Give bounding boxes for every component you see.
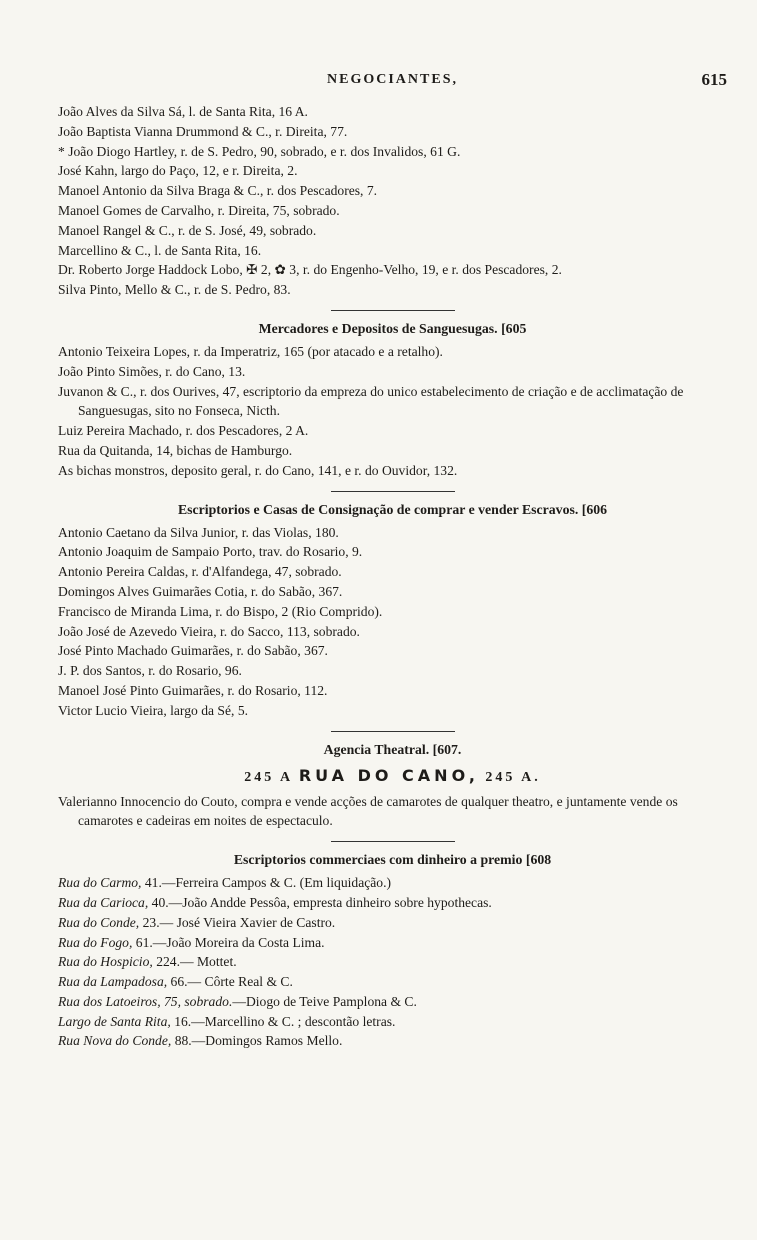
- directory-page: [0, 72, 757, 1240]
- entry-detail: —Diogo de Teive Pamplona & C.: [232, 993, 417, 1009]
- banner-number-left: 245 A: [244, 769, 293, 785]
- section-divider: [331, 731, 455, 732]
- list-item: [58, 913, 727, 933]
- street-name: Rua do Conde,: [58, 914, 140, 930]
- list-item: J. P. dos Santos, r. do Rosario, 96.: [58, 663, 242, 679]
- street-name: Rua do Hospicio,: [58, 954, 153, 970]
- list-item: João José de Azevedo Vieira, r. do Sacco, 113, sobrado.: [58, 623, 360, 639]
- entry-detail: 16.—Marcellino & C. ; descontão letras.: [174, 1013, 396, 1029]
- list-item: Manoel Rangel & C., r. de S. José, 49, sobrado.: [58, 222, 317, 238]
- leech-list: [58, 342, 727, 481]
- street-name: Rua do Fogo,: [58, 934, 133, 950]
- list-item: * João Diogo Hartley, r. de S. Pedro, 90, sobrado, e r. dos Invalidos, 61 G.: [58, 143, 461, 159]
- street-name: Rua do Carmo,: [58, 875, 142, 891]
- list-item: [58, 1031, 727, 1051]
- list-item: José Kahn, largo do Paço, 12, e r. Direita, 2.: [58, 163, 298, 179]
- running-title: NEGOCIANTES,: [327, 72, 458, 87]
- list-item: Juvanon & C., r. dos Ourives, 47, escriptorio da empreza do unico estabelecimento de criação e de acclimatação de Sanguesugas, sito no Fonseca, Nicth.: [58, 383, 684, 419]
- section-heading-theatre: Agencia Theatral. [607.: [323, 741, 462, 757]
- list-item: Manoel Antonio da Silva Braga & C., r. dos Pescadores, 7.: [58, 183, 378, 199]
- entry-detail: 40.—João Andde Pessôa, empresta dinheiro sobre hypothecas.: [151, 894, 492, 910]
- consignment-list: [58, 523, 727, 721]
- list-item: José Pinto Machado Guimarães, r. do Sabão, 367.: [58, 643, 328, 659]
- list-item: [58, 1012, 727, 1032]
- list-item: [58, 972, 727, 992]
- list-item: As bichas monstros, deposito geral, r. do Cano, 141, e r. do Ouvidor, 132.: [58, 462, 458, 478]
- list-item: Antonio Pereira Caldas, r. d'Alfandega, 47, sobrado.: [58, 564, 342, 580]
- section-divider: [331, 841, 455, 842]
- list-item: Silva Pinto, Mello & C., r. de S. Pedro, 83.: [58, 282, 291, 298]
- list-item: Manoel Gomes de Carvalho, r. Direita, 75, sobrado.: [58, 202, 340, 218]
- list-item: [58, 873, 727, 893]
- list-item: Antonio Teixeira Lopes, r. da Imperatriz, 165 (por atacado e a retalho).: [58, 343, 443, 359]
- list-item: Dr. Roberto Jorge Haddock Lobo, ✠ 2, ✿ 3, r. do Engenho-Velho, 19, e r. dos Pescadores, 2.: [58, 262, 562, 278]
- list-item: [58, 952, 727, 972]
- entry-detail: 224.— Mottet.: [156, 954, 237, 970]
- entry-detail: 61.—João Moreira da Costa Lima.: [135, 934, 325, 950]
- entry-detail: 23.— José Vieira Xavier de Castro.: [142, 914, 336, 930]
- section-divider: [331, 491, 455, 492]
- list-item: [58, 893, 727, 913]
- section-heading-leeches: Mercadores e Depositos de Sanguesugas. [605: [258, 320, 527, 336]
- entry-detail: 41.—Ferreira Campos & C. (Em liquidação.): [144, 875, 392, 891]
- theatre-address-banner: [58, 764, 727, 790]
- list-item: Domingos Alves Guimarães Cotia, r. do Sabão, 367.: [58, 583, 343, 599]
- list-item: Francisco de Miranda Lima, r. do Bispo, 2 (Rio Comprido).: [58, 603, 383, 619]
- list-item: Luiz Pereira Machado, r. dos Pescadores, 2 A.: [58, 423, 309, 439]
- list-item: Victor Lucio Vieira, largo da Sé, 5.: [58, 702, 249, 718]
- section-heading-slaves: Escriptorios e Casas de Consignação de comprar e vender Escravos. [606: [177, 501, 608, 517]
- list-item: Antonio Joaquim de Sampaio Porto, trav. do Rosario, 9.: [58, 544, 363, 560]
- entry-detail: 66.— Côrte Real & C.: [170, 974, 293, 990]
- street-name: Rua Nova do Conde,: [58, 1033, 172, 1049]
- list-item: João Pinto Simões, r. do Cano, 13.: [58, 363, 246, 379]
- list-item: João Baptista Vianna Drummond & C., r. Direita, 77.: [58, 123, 348, 139]
- list-item: João Alves da Silva Sá, l. de Santa Rita, 16 A.: [58, 104, 308, 119]
- list-item: [58, 933, 727, 953]
- section-divider: [331, 310, 455, 311]
- commercial-list: [58, 873, 727, 1051]
- banner-number-right: 245 A.: [485, 769, 541, 785]
- street-name: Rua da Carioca,: [58, 894, 149, 910]
- running-head: [58, 72, 727, 102]
- street-name: Largo de Santa Rita,: [58, 1013, 171, 1029]
- banner-street: RUA DO CANO,: [298, 765, 479, 785]
- merchant-list: [58, 102, 727, 300]
- list-item: Marcellino & C., l. de Santa Rita, 16.: [58, 242, 262, 258]
- street-name: Rua dos Latoeiros, 75, sobrado.: [58, 993, 233, 1009]
- street-name: Rua da Lampadosa,: [58, 974, 168, 990]
- list-item: Rua da Quitanda, 14, bichas de Hamburgo.: [58, 442, 293, 458]
- page-number: 615: [701, 70, 727, 89]
- list-item: [58, 992, 727, 1012]
- entry-detail: 88.—Domingos Ramos Mello.: [174, 1033, 343, 1049]
- list-item: Antonio Caetano da Silva Junior, r. das Violas, 180.: [58, 524, 339, 540]
- section-heading-commercial: Escriptorios commerciaes com dinheiro a premio [608: [233, 852, 552, 868]
- theatre-entry: Valerianno Innocencio do Couto, compra e vende acções de camarotes de qualquer theatro, e juntamente vende os camarotes e cadeiras em noites de espectaculo.: [58, 793, 678, 829]
- list-item: Manoel José Pinto Guimarães, r. do Rosario, 112.: [58, 682, 328, 698]
